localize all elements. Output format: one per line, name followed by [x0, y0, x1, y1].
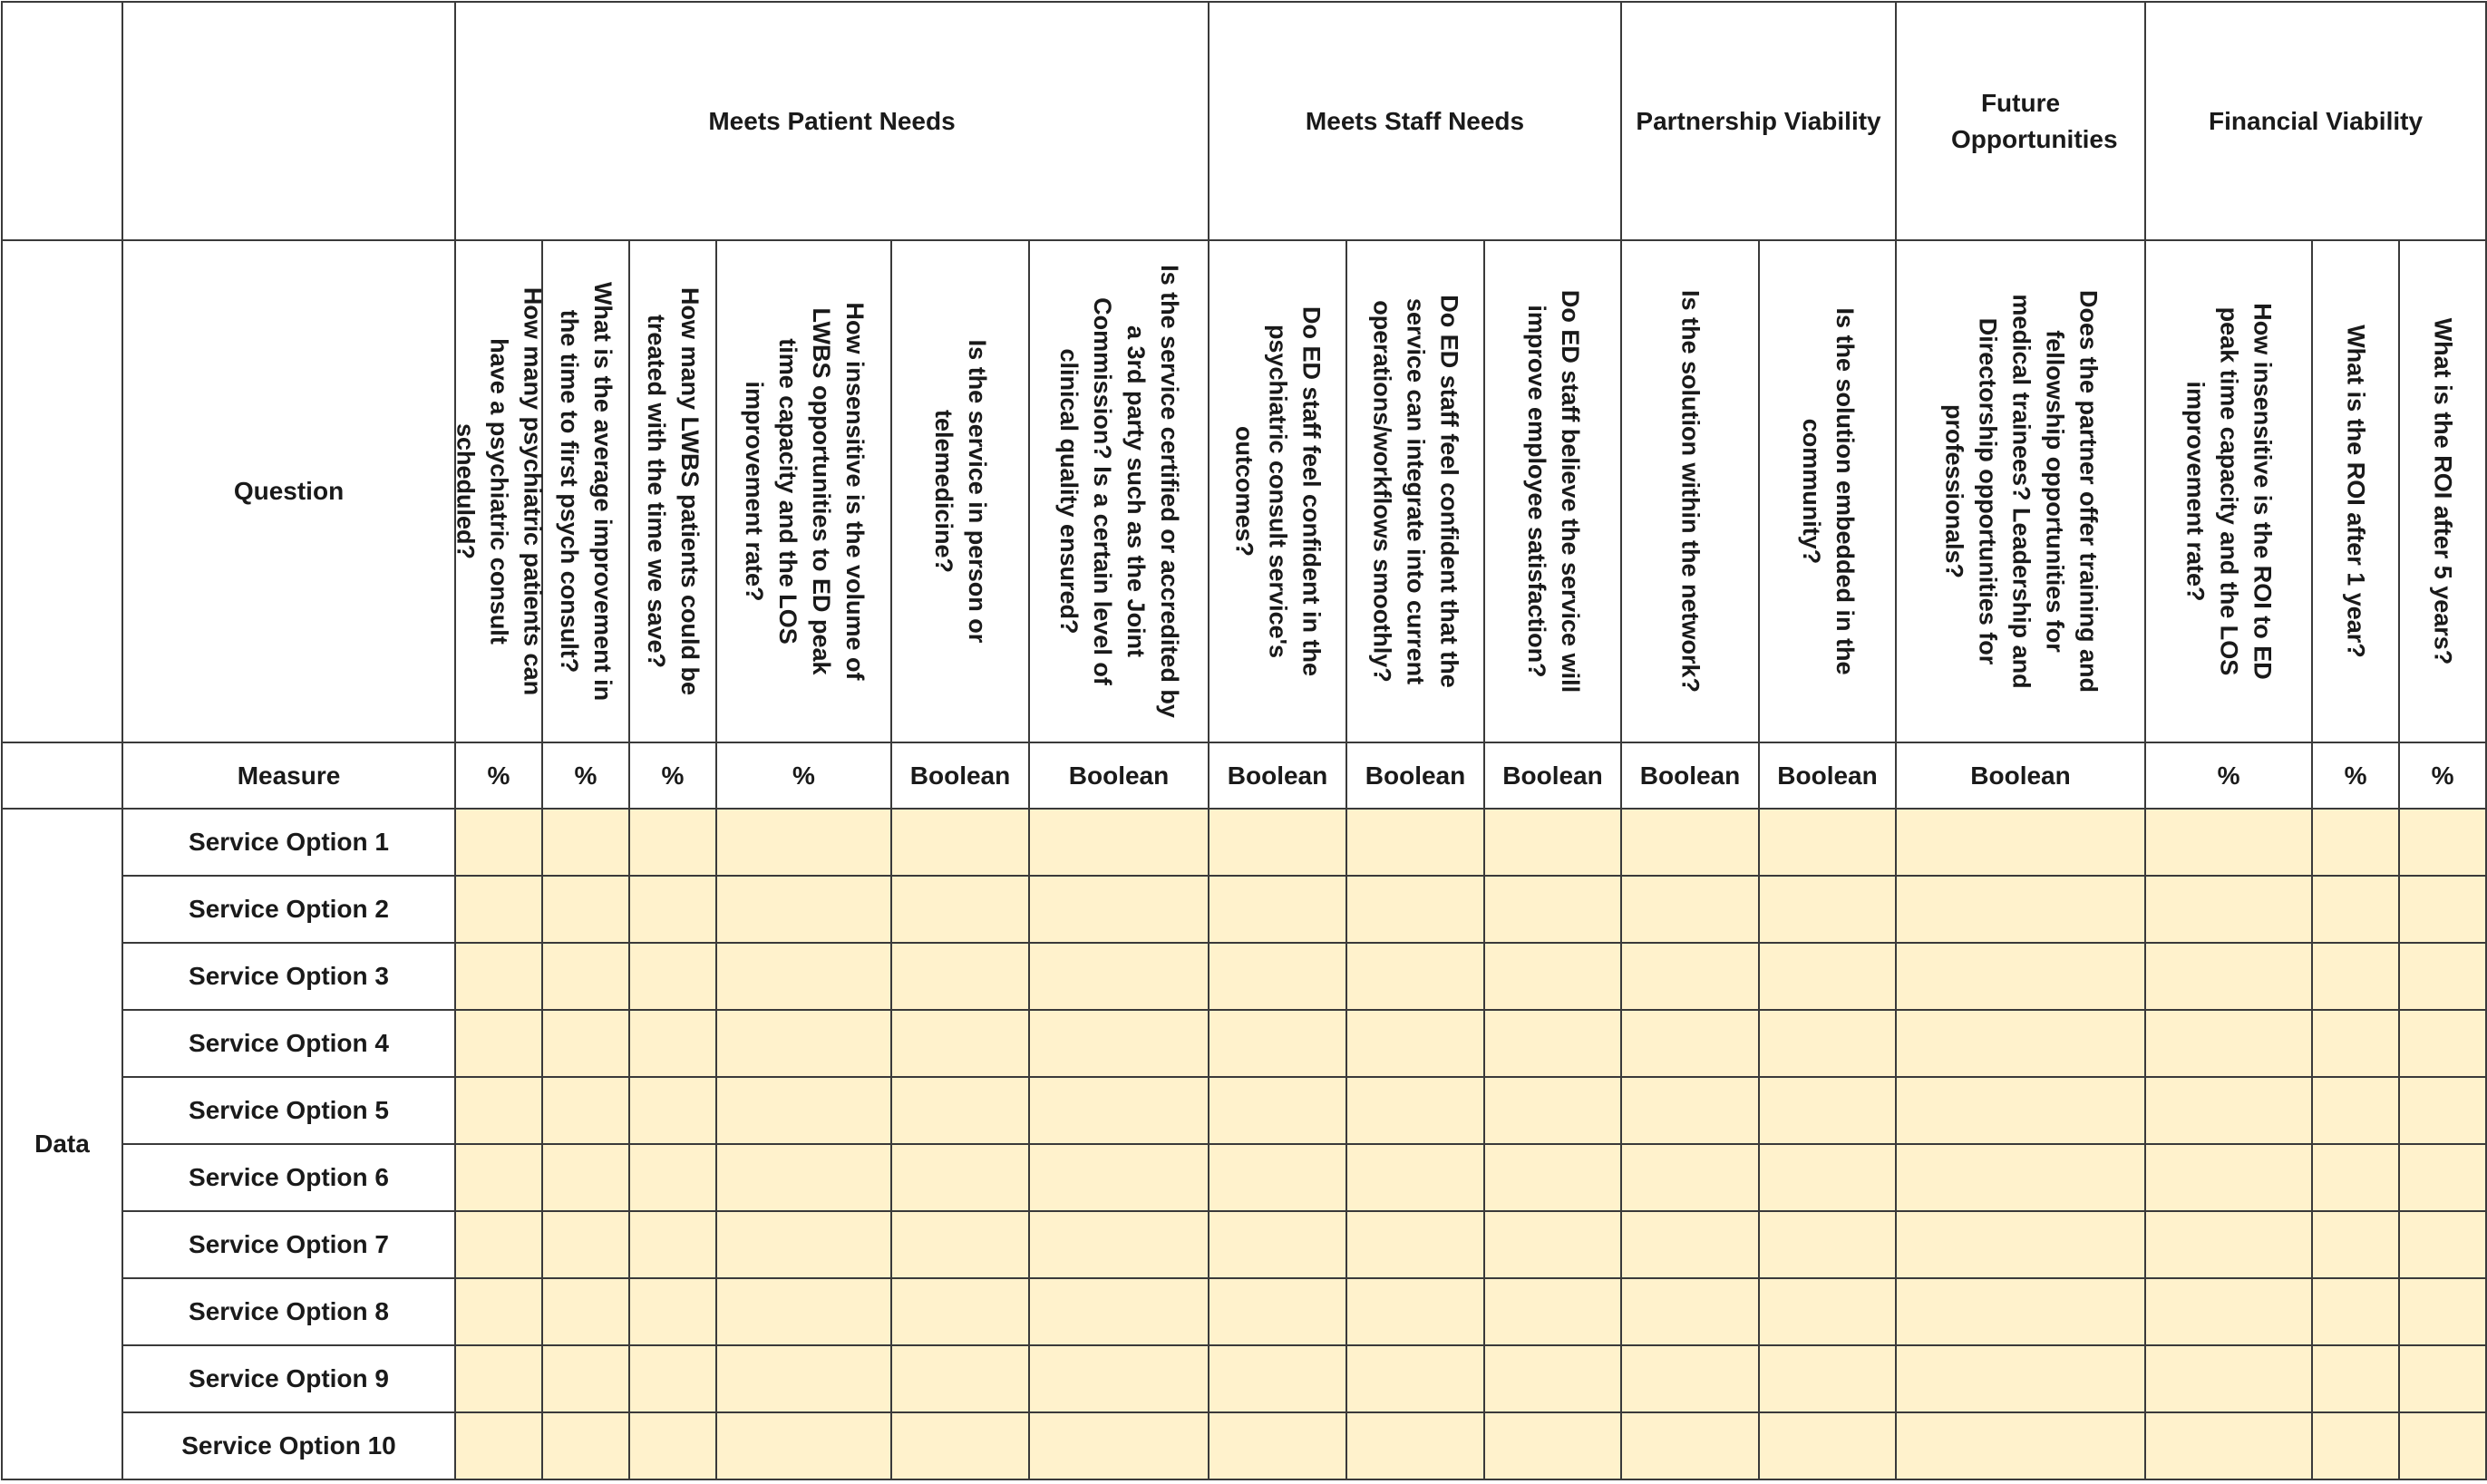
category-meets-staff-needs: Meets Staff Needs [1209, 2, 1621, 240]
measure-cell: % [2312, 742, 2399, 809]
measure-cell: % [2399, 742, 2486, 809]
data-cell[interactable] [542, 1278, 629, 1345]
data-cell[interactable] [1029, 876, 1209, 943]
data-cell[interactable] [542, 809, 629, 876]
service-option-label: Service Option 4 [122, 1010, 455, 1077]
data-cell[interactable] [1029, 1412, 1209, 1479]
data-cell[interactable] [1029, 809, 1209, 876]
blank-header-cell [122, 2, 455, 240]
data-cell[interactable] [1896, 943, 2145, 1010]
data-cell[interactable] [1346, 1077, 1484, 1144]
data-cell[interactable] [1896, 1345, 2145, 1412]
data-cell[interactable] [629, 876, 716, 943]
data-cell[interactable] [542, 1345, 629, 1412]
service-option-label: Service Option 5 [122, 1077, 455, 1144]
data-cell[interactable] [1029, 1077, 1209, 1144]
data-cell[interactable] [1759, 1077, 1896, 1144]
question-cell [1346, 240, 1484, 742]
data-cell[interactable] [1484, 1077, 1621, 1144]
data-cell[interactable] [1759, 809, 1896, 876]
question-text: Do ED staff feel confident in the psychiatric consult service's outcomes? [1230, 306, 1326, 677]
question-cell [1759, 240, 1896, 742]
data-cell[interactable] [1759, 1144, 1896, 1211]
category-partnership-viability: Partnership Viability [1621, 2, 1896, 240]
data-cell[interactable] [2145, 943, 2312, 1010]
data-cell[interactable] [1484, 1211, 1621, 1278]
blank-cell [2, 240, 122, 742]
data-cell[interactable] [1029, 943, 1209, 1010]
data-cell[interactable] [716, 1077, 891, 1144]
data-cell[interactable] [716, 1010, 891, 1077]
data-cell[interactable] [629, 1077, 716, 1144]
measure-cell: Boolean [1621, 742, 1759, 809]
data-cell[interactable] [1896, 1010, 2145, 1077]
data-cell[interactable] [455, 809, 542, 876]
data-cell[interactable] [1209, 943, 1346, 1010]
data-row [2, 1211, 2486, 1278]
data-cell[interactable] [1209, 1077, 1346, 1144]
question-cell [1484, 240, 1621, 742]
question-cell [1896, 240, 2145, 742]
data-cell[interactable] [891, 1144, 1029, 1211]
question-text: What is the average improvement in the time to first psych consult? [556, 281, 617, 702]
data-cell[interactable] [1484, 809, 1621, 876]
data-cell[interactable] [2145, 1010, 2312, 1077]
data-cell[interactable] [455, 1010, 542, 1077]
question-label: Question [122, 240, 455, 742]
data-cell[interactable] [629, 1211, 716, 1278]
data-cell[interactable] [1346, 1412, 1484, 1479]
question-cell [1209, 240, 1346, 742]
data-cell[interactable] [1621, 1211, 1759, 1278]
question-cell [542, 240, 629, 742]
data-cell[interactable] [2145, 809, 2312, 876]
category-future-opportunities: Future Opportunities [1896, 2, 2145, 240]
data-cell[interactable] [891, 1010, 1029, 1077]
data-cell[interactable] [1346, 1278, 1484, 1345]
question-text: Is the service certified or accredited by a 3rd party such as the Joint Commission? Is a certain level of clinical quality ensured? [1055, 265, 1183, 718]
data-cell[interactable] [1209, 1278, 1346, 1345]
data-cell[interactable] [1896, 1278, 2145, 1345]
data-cell[interactable] [2145, 1144, 2312, 1211]
data-cell[interactable] [1346, 1211, 1484, 1278]
measure-cell: Boolean [1346, 742, 1484, 809]
question-text: Does the partner offer training and fellowship opportunities for medical trainees? Leadership and Directorship opportunities for professionals? [1940, 289, 2103, 694]
data-cell[interactable] [1621, 943, 1759, 1010]
measure-cell: % [542, 742, 629, 809]
question-cell [629, 240, 716, 742]
question-row [2, 240, 2486, 742]
data-cell[interactable] [1759, 876, 1896, 943]
question-text: Is the solution within the network? [1676, 290, 1705, 693]
data-cell[interactable] [1484, 1278, 1621, 1345]
data-cell[interactable] [1346, 943, 1484, 1010]
data-cell[interactable] [891, 1278, 1029, 1345]
category-financial-viability: Financial Viability [2145, 2, 2486, 240]
data-cell[interactable] [891, 876, 1029, 943]
question-text: What is the ROI after 5 years? [2429, 317, 2457, 665]
measure-cell: Boolean [1896, 742, 2145, 809]
data-cell[interactable] [2312, 1278, 2399, 1345]
question-text: How many psychiatric patients can have a psychiatric consult scheduled? [452, 286, 547, 696]
data-cell[interactable] [891, 1077, 1029, 1144]
data-cell[interactable] [1896, 809, 2145, 876]
measure-label: Measure [122, 742, 455, 809]
question-cell [716, 240, 891, 742]
question-cell [2312, 240, 2399, 742]
data-cell[interactable] [1346, 1345, 1484, 1412]
question-cell [1621, 240, 1759, 742]
corner-cell [2, 2, 122, 240]
data-cell[interactable] [1209, 1211, 1346, 1278]
measure-cell: % [716, 742, 891, 809]
measure-cell: Boolean [891, 742, 1029, 809]
data-cell[interactable] [2312, 1412, 2399, 1479]
data-cell[interactable] [455, 1211, 542, 1278]
data-cell[interactable] [1484, 1144, 1621, 1211]
question-text: What is the ROI after 1 year? [2342, 325, 2370, 658]
data-cell[interactable] [1896, 1412, 2145, 1479]
data-cell[interactable] [542, 1412, 629, 1479]
data-cell[interactable] [1759, 1010, 1896, 1077]
data-cell[interactable] [716, 1144, 891, 1211]
data-cell[interactable] [2399, 1144, 2486, 1211]
blank-cell [2, 742, 122, 809]
data-cell[interactable] [1621, 1144, 1759, 1211]
data-cell[interactable] [542, 943, 629, 1010]
data-cell[interactable] [629, 1412, 716, 1479]
data-cell[interactable] [2145, 1211, 2312, 1278]
data-cell[interactable] [455, 1144, 542, 1211]
measure-cell: % [2145, 742, 2312, 809]
data-cell[interactable] [1346, 876, 1484, 943]
question-text: Do ED staff feel confident that the service can integrate into current operations/workflows smoothly? [1368, 295, 1463, 688]
data-cell[interactable] [1029, 1278, 1209, 1345]
question-text: Do ED staff believe the service will improve employee satisfaction? [1522, 289, 1584, 694]
data-cell[interactable] [1209, 1010, 1346, 1077]
data-cell[interactable] [629, 1278, 716, 1345]
data-cell[interactable] [2399, 943, 2486, 1010]
data-cell[interactable] [1896, 1211, 2145, 1278]
data-cell[interactable] [2145, 1345, 2312, 1412]
question-cell [2399, 240, 2486, 742]
measure-cell: % [455, 742, 542, 809]
data-cell[interactable] [629, 809, 716, 876]
service-option-label: Service Option 7 [122, 1211, 455, 1278]
service-option-label: Service Option 1 [122, 809, 455, 876]
data-cell[interactable] [629, 1010, 716, 1077]
data-cell[interactable] [891, 1211, 1029, 1278]
data-cell[interactable] [2312, 1144, 2399, 1211]
data-cell[interactable] [2145, 1412, 2312, 1479]
data-row [2, 943, 2486, 1010]
measure-cell: Boolean [1484, 742, 1621, 809]
data-cell[interactable] [1759, 1211, 1896, 1278]
data-cell[interactable] [2312, 943, 2399, 1010]
category-meets-patient-needs: Meets Patient Needs [455, 2, 1209, 240]
data-cell[interactable] [1209, 1412, 1346, 1479]
data-cell[interactable] [629, 943, 716, 1010]
service-option-label: Service Option 2 [122, 876, 455, 943]
data-cell[interactable] [1346, 1010, 1484, 1077]
data-cell[interactable] [716, 1412, 891, 1479]
data-row [2, 1077, 2486, 1144]
data-cell[interactable] [1621, 1345, 1759, 1412]
data-cell[interactable] [1621, 1412, 1759, 1479]
data-cell[interactable] [891, 943, 1029, 1010]
question-text: Is the solution embedded in the community? [1797, 307, 1859, 675]
data-row [2, 876, 2486, 943]
data-cell[interactable] [2312, 1010, 2399, 1077]
data-cell[interactable] [2312, 809, 2399, 876]
data-cell[interactable] [542, 1144, 629, 1211]
data-cell[interactable] [1621, 1077, 1759, 1144]
data-cell[interactable] [2399, 1211, 2486, 1278]
data-cell[interactable] [1484, 1412, 1621, 1479]
data-cell[interactable] [2399, 876, 2486, 943]
data-cell[interactable] [455, 1077, 542, 1144]
measure-cell: % [629, 742, 716, 809]
data-cell[interactable] [716, 943, 891, 1010]
question-text: Is the service in person or telemedicine? [930, 339, 991, 644]
data-cell[interactable] [2312, 876, 2399, 943]
data-cell[interactable] [2399, 1010, 2486, 1077]
data-cell[interactable] [891, 1345, 1029, 1412]
data-row [2, 1144, 2486, 1211]
question-cell [1029, 240, 1209, 742]
data-cell[interactable] [2145, 1278, 2312, 1345]
data-cell[interactable] [716, 876, 891, 943]
data-cell[interactable] [1029, 1144, 1209, 1211]
data-cell[interactable] [2312, 1211, 2399, 1278]
data-cell[interactable] [2399, 1345, 2486, 1412]
data-cell[interactable] [2145, 876, 2312, 943]
data-cell[interactable] [716, 1211, 891, 1278]
data-cell[interactable] [1029, 1345, 1209, 1412]
data-cell[interactable] [2312, 1345, 2399, 1412]
data-cell[interactable] [1621, 809, 1759, 876]
service-option-label: Service Option 10 [122, 1412, 455, 1479]
data-cell[interactable] [542, 1077, 629, 1144]
question-text: How insensitive is the ROI to ED peak time capacity and the LOS improvement rate? [2181, 303, 2277, 680]
data-cell[interactable] [1621, 1010, 1759, 1077]
service-option-label: Service Option 8 [122, 1278, 455, 1345]
data-cell[interactable] [1029, 1211, 1209, 1278]
measure-cell: Boolean [1029, 742, 1209, 809]
data-cell[interactable] [455, 943, 542, 1010]
data-cell[interactable] [1484, 1010, 1621, 1077]
category-header-row [2, 2, 2486, 240]
data-cell[interactable] [1896, 876, 2145, 943]
data-cell[interactable] [2399, 1077, 2486, 1144]
data-cell[interactable] [542, 876, 629, 943]
data-cell[interactable] [629, 1144, 716, 1211]
data-cell[interactable] [629, 1345, 716, 1412]
service-option-label: Service Option 3 [122, 943, 455, 1010]
data-cell[interactable] [455, 1345, 542, 1412]
question-cell [891, 240, 1029, 742]
data-cell[interactable] [716, 1278, 891, 1345]
data-cell[interactable] [1759, 1345, 1896, 1412]
data-cell[interactable] [891, 1412, 1029, 1479]
data-row [2, 1412, 2486, 1479]
question-cell [452, 240, 547, 742]
measure-cell: Boolean [1759, 742, 1896, 809]
data-cell[interactable] [1484, 943, 1621, 1010]
data-cell[interactable] [542, 1010, 629, 1077]
data-label: Data [2, 809, 122, 1479]
data-cell[interactable] [1209, 1144, 1346, 1211]
data-cell[interactable] [716, 809, 891, 876]
data-cell[interactable] [891, 809, 1029, 876]
data-cell[interactable] [2312, 1077, 2399, 1144]
data-cell[interactable] [2399, 1412, 2486, 1479]
data-cell[interactable] [1209, 1345, 1346, 1412]
evaluation-matrix [1, 1, 2487, 1480]
data-cell[interactable] [1209, 876, 1346, 943]
service-option-label: Service Option 9 [122, 1345, 455, 1412]
data-cell[interactable] [455, 1412, 542, 1479]
data-cell[interactable] [1029, 1010, 1209, 1077]
data-cell[interactable] [2399, 1278, 2486, 1345]
measure-row [2, 742, 2486, 809]
data-cell[interactable] [716, 1345, 891, 1412]
data-cell[interactable] [2145, 1077, 2312, 1144]
data-cell[interactable] [1209, 809, 1346, 876]
data-cell[interactable] [1759, 1412, 1896, 1479]
measure-cell: Boolean [1209, 742, 1346, 809]
data-cell[interactable] [1896, 1144, 2145, 1211]
data-cell[interactable] [1759, 1278, 1896, 1345]
data-cell[interactable] [1759, 943, 1896, 1010]
question-text: How many LWBS patients could be treated with the time we save? [643, 286, 704, 696]
data-cell[interactable] [2399, 809, 2486, 876]
data-cell[interactable] [1896, 1077, 2145, 1144]
data-cell[interactable] [1621, 876, 1759, 943]
data-cell[interactable] [1621, 1278, 1759, 1345]
data-row [2, 1010, 2486, 1077]
data-row [2, 1278, 2486, 1345]
data-cell[interactable] [1346, 1144, 1484, 1211]
data-cell[interactable] [542, 1211, 629, 1278]
question-cell [2145, 240, 2312, 742]
question-text: How insensitive is the volume of LWBS opportunities to ED peak time capacity and the LOS improvement rate? [740, 302, 869, 681]
data-cell[interactable] [455, 876, 542, 943]
data-cell[interactable] [1484, 876, 1621, 943]
service-option-label: Service Option 6 [122, 1144, 455, 1211]
data-row [2, 809, 2486, 876]
data-cell[interactable] [1484, 1345, 1621, 1412]
data-cell[interactable] [455, 1278, 542, 1345]
data-cell[interactable] [1346, 809, 1484, 876]
data-row [2, 1345, 2486, 1412]
